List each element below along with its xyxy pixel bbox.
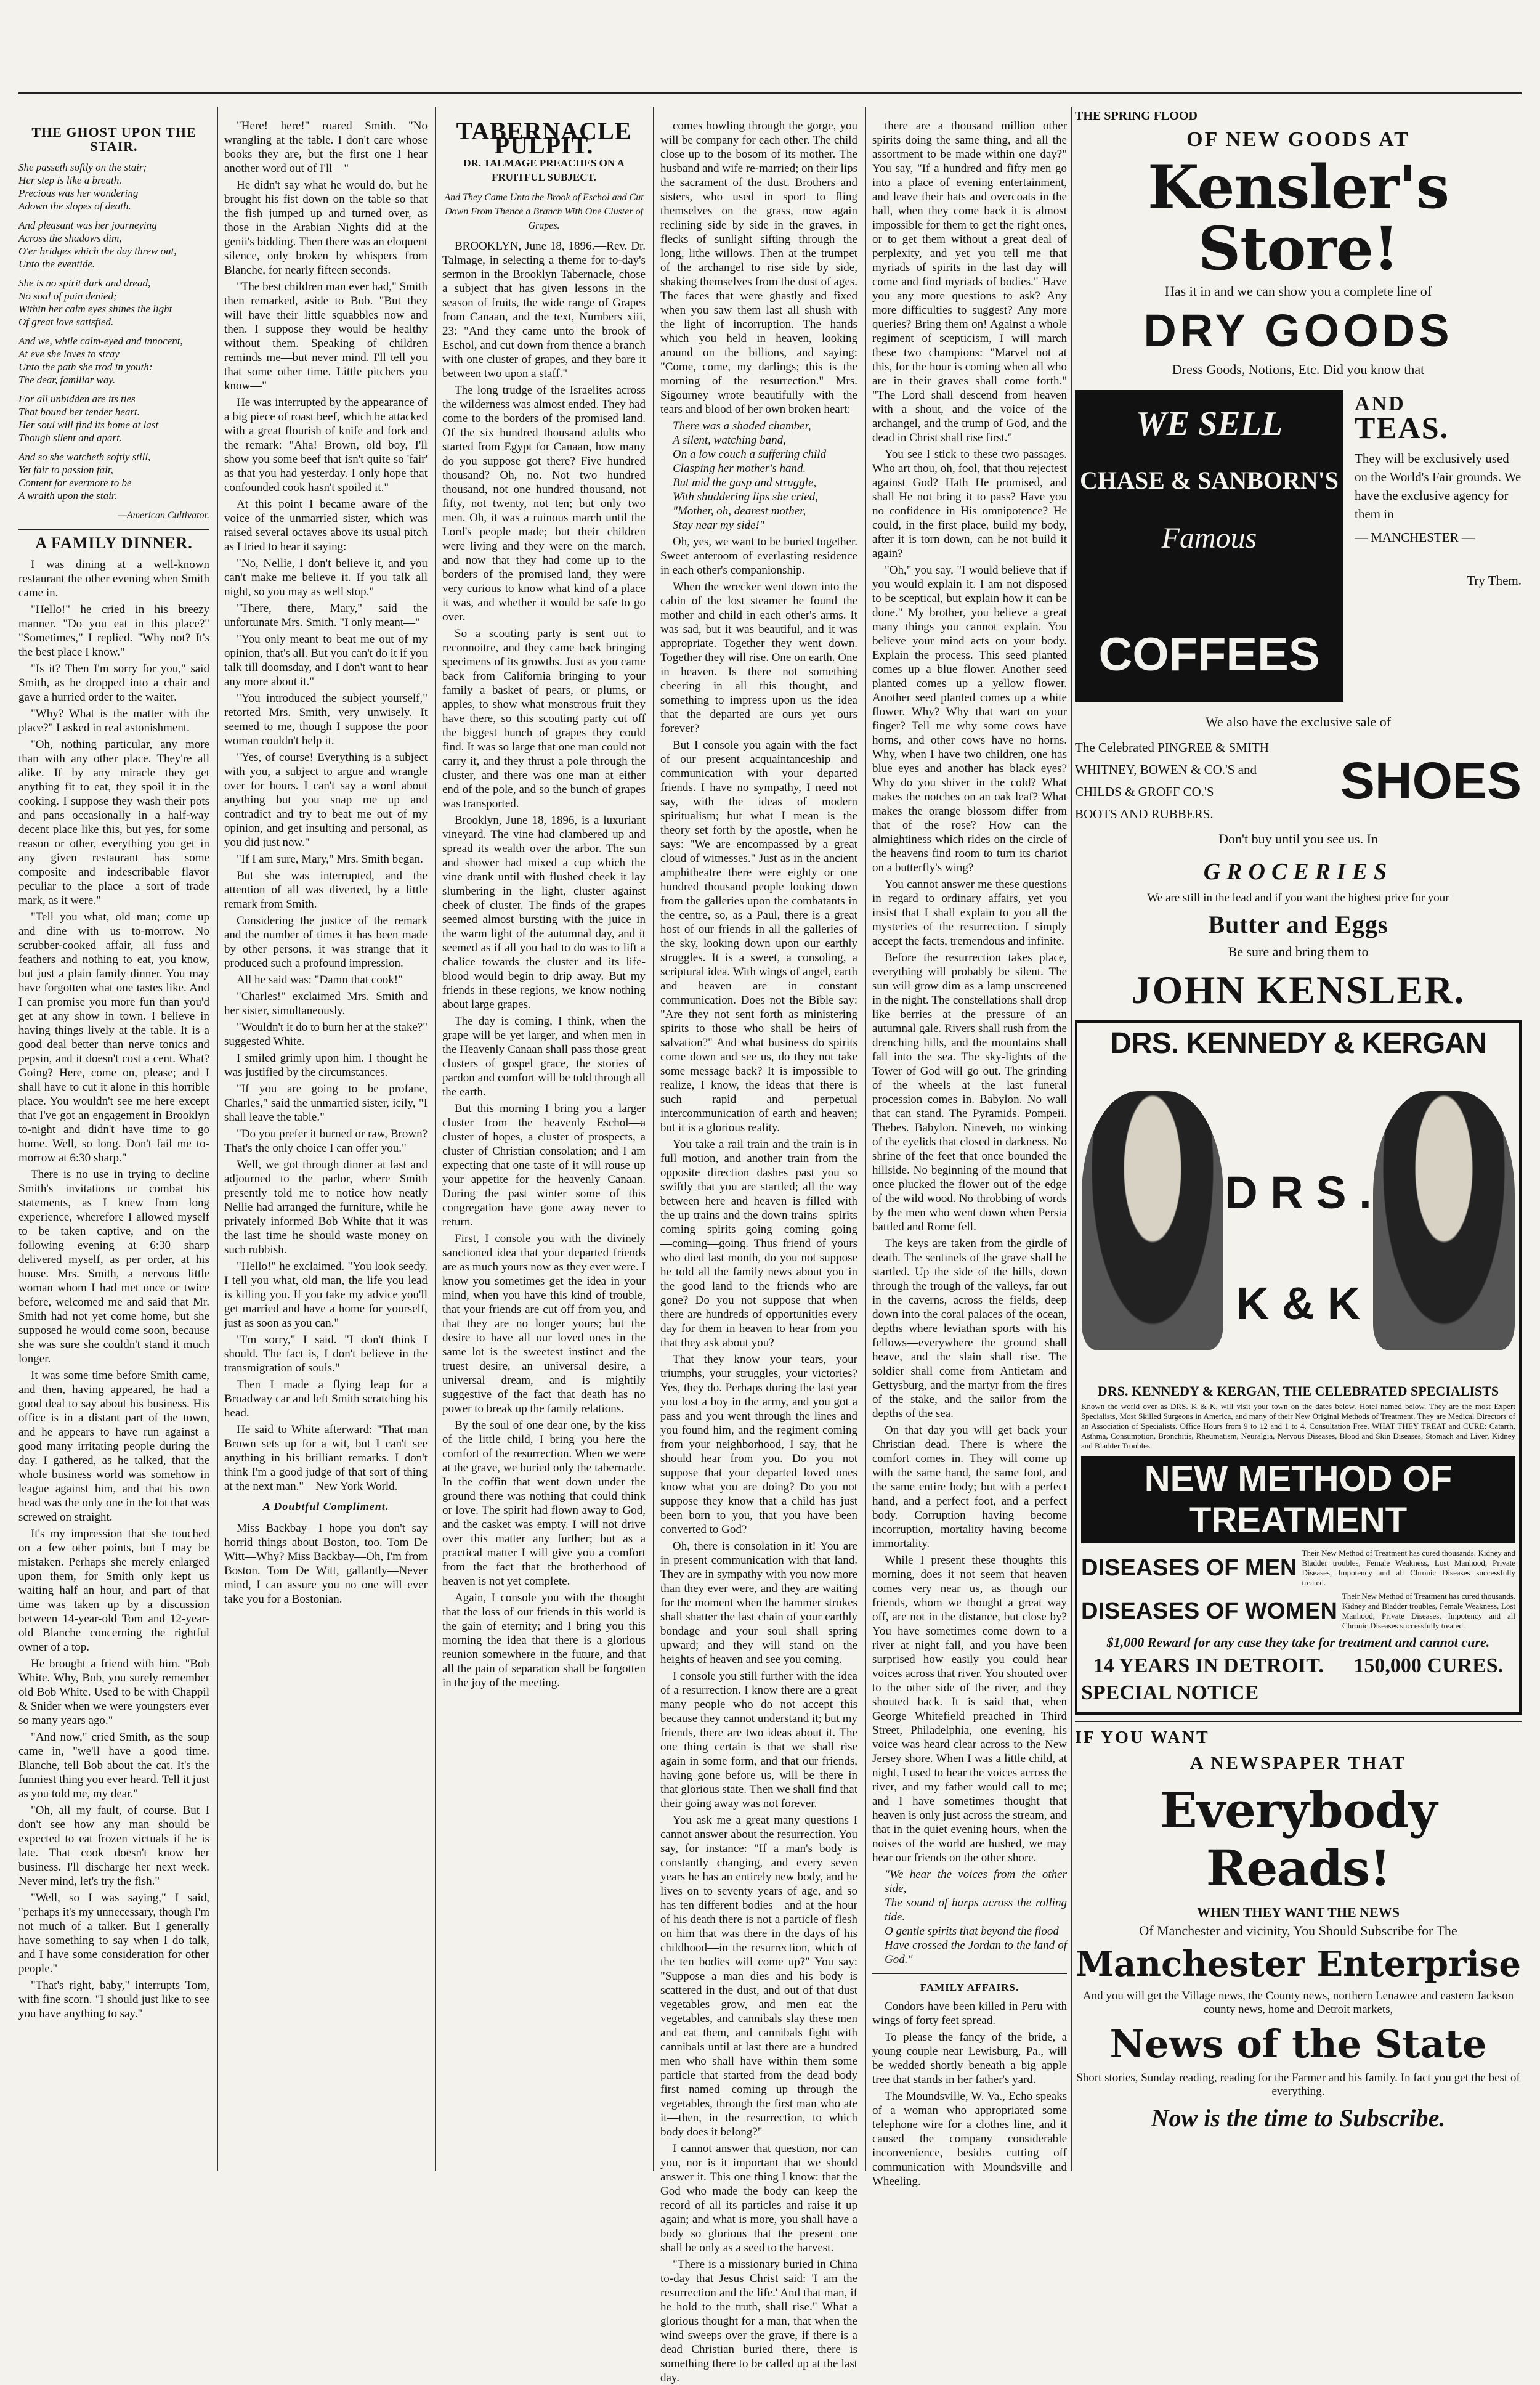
paragraph: All he said was: "Damn that cook!": [237, 973, 403, 986]
column-2: [224, 119, 428, 2171]
paragraph: You cannot answer me these questions in regard to ordinary affairs, yet you insist that I shall explain to you all the mysteries of the resurrection. I simply accept the facts, tremendous and infinite.: [872, 878, 1067, 948]
ad-dry-goods: DRY GOODS: [1143, 305, 1453, 356]
paragraph: Oh, there is consolation in it! You are in present communication with that land. They are in sympathy with you now more than they ever were, and they are waiting for the moment when the hammer strokes shall shatter the last chain of your earthly bondage and your soul shall spring upward; and they will stand on the heights of heaven and see you coming.: [660, 1540, 857, 1666]
reward-line: $1,000 Reward for any case they take for treatment and cannot cure.: [1106, 1635, 1490, 1650]
poem-stanza: And pleasant was her journeying Across the shadows dim, O'er bridges which the day threw out, Unto the eventide.: [18, 219, 177, 270]
story-body: [18, 558, 209, 2021]
drs-vertical: D R S .: [1225, 1167, 1372, 1218]
poem-title: THE GHOST UPON THE STAIR.: [31, 124, 197, 154]
paragraph: He didn't say what he would do, but he brought his fist down on the table so that the fish jumped up and turned over, as those in the Arabian Nights did at the genii's bidding. Then there was an eloquent silence, only broken by whispers from Blanche, for nearly fifteen seconds.: [224, 179, 428, 277]
shoe-brand: CHILDS & GROFF CO.'S: [1075, 784, 1214, 799]
paragraph: "Wouldn't it do to burn her at the stake?" suggested White.: [224, 1021, 428, 1048]
shoe-brand: The Celebrated PINGREE & SMITH: [1075, 740, 1269, 755]
famous-label: Famous: [1161, 522, 1257, 555]
paragraph: "Oh, nothing particular, any more than with any other place. They're all alike. If by any miracle they get anything fit to eat, they spoil it in the cooking. I suppose they wash their pots and pans occasionally in a half-way decent place like this, but yes, for some reason or other, everything you get in any given restaurant has some composite and indescribable flavor peculiar to the place—a sort of trade mark, as it were.": [18, 738, 209, 907]
column-rule: [865, 107, 866, 2171]
paragraph: "Do you prefer it burned or raw, Brown? That's the only choice I can offer you.": [224, 1127, 428, 1155]
paragraph: He said to White afterward: "That man Brown sets up for a wit, but I can't see anything in his brilliant remarks. I don't think I'm a good judge of that sort of thing at the next man."—New York World.: [224, 1423, 428, 1493]
advertisements-column: [1075, 107, 1522, 2171]
divider: [18, 529, 209, 530]
paragraph: He was interrupted by the appearance of a big piece of roast beef, which he attacked with a great flourish of knife and fork and the remark: "Aha! Brown, old boy, I'll show you some beef that isn't quite so 'fair' as that you had yesterday. I only hope that confounded cook hasn't spoiled it.": [224, 396, 428, 494]
paragraph: You take a rail train and the train is in full motion, and another train from the opposite direction dashes past you so swiftly that you are startled; all the way between here and heaven is filled with the up trains and the down trains—spirits coming—spirits going—coming—going—coming—going. Thus friend of yours who died last month, do you not suppose he told all the family news about you in the good land to the friends who are gone? Do you not suppose that when there are hundreds of opportunities every day for them in heaven to hear from you that they ask about you?: [660, 1138, 857, 1349]
paragraph: BROOKLYN, June 18, 1896.—Rev. Dr. Talmage, in selecting a theme for to-day's sermon in the Brooklyn Tabernacle, chose a subject that has given lessons in the season of fruits, the wide range of Grapes from Canaan, and the text, Numbers xiii, 23: "And they came unto the brook of Eschol, and cut down from thence a branch with one cluster of grapes, and they bare it between two upon a staff.": [442, 240, 646, 380]
diseases-text: Their New Method of Treatment has cured thousands. Kidney and Bladder troubles, Female Weakness, Lost Manhood, Private Diseases, Impotency and all Chronic Diseases successfully treated.: [1302, 1548, 1515, 1587]
paragraph: Again, I console you with the thought that the loss of our friends in this world is the gain of eternity; and I bring you this morning the idea that there is a glorious reunion somewhere in the future, and that all the pain of separation shall be forgotten in the joy of the meeting.: [442, 1591, 646, 1689]
paragraph: "The best children man ever had," Smith then remarked, aside to Bob. "But they will have their little squabbles now and then. I suppose they would be healthy without them. Speaking of children reminds me—but never mind. I'll tell you that some other time. Little pitchers you know—": [224, 280, 428, 392]
cures-label: 150,000 CURES.: [1353, 1654, 1504, 1677]
paragraph: The day is coming, I think, when the grape will be yet larger, and when men in the Heavenly Canaan shall pass those great clusters of gospel grace, the stories of pardon and comfort will be told through all the earth.: [442, 1015, 646, 1099]
try-them-label: Try Them.: [1467, 573, 1522, 588]
newspaper-that: A NEWSPAPER THAT: [1189, 1753, 1407, 1773]
paragraph: "Yes, of course! Everything is a subject with you, a subject to argue and wrangle over for hours. I can't say a word about anything but you snap me up and contradict and try to beat me out of my opinion, and get insulting and personal, as you did just now.": [224, 751, 428, 849]
teas-label: TEAS.: [1355, 410, 1449, 445]
paragraph: He brought a friend with him. "Bob White. Why, Bob, you surely remember old Bob White. Used to be with Chappil & Snider when we were youngsters ever so many years ago.": [18, 1657, 209, 1727]
poem-attribution: —American Cultivator.: [118, 510, 209, 521]
paragraph: "You only meant to beat me out of my opinion, that's all. But you can't do it if you talk till doomsday, and I don't want to hear any more about it.": [224, 633, 428, 688]
diseases-men-row: [1081, 1548, 1515, 1588]
paragraph: I was dining at a well-known restaurant the other evening when Smith came in.: [18, 558, 209, 599]
paragraph: Then I made a flying leap for a Broadway car and left Smith scratching his head.: [224, 1378, 428, 1420]
highest-price: We are still in the lead and if you want the highest price for your: [1147, 892, 1449, 904]
doctors-title: DRS. KENNEDY & KERGAN: [1110, 1027, 1486, 1060]
note-body: Miss Backbay—I hope you don't say horrid things about Boston, too. Tom De Witt—Why? Miss Backbay—Oh, I'm from Boston. Tom De Witt, gallantly—Never mind, I can assure you no one will ever take you for a Bostonian.: [224, 1522, 428, 1606]
subscribe-line: Of Manchester and vicinity, You Should Subscribe for The: [1139, 1923, 1457, 1938]
paragraph: "Why? What is the matter with the place?" I asked in real astonishment.: [18, 707, 209, 734]
paragraph: You ask me a great many questions I cannot answer about the resurrection. You say, for instance: "If a man's body is constantly changing, and every seven years he has an entirely new body, and he lives on to seventy years of age, and so has ten different bodies—and at the hour of his death there is not a particle of flesh on him that was there in the days of his childhood—in the resurrection, which of the ten bodies will come up?" You say: "Suppose a man dies and his body is scattered in the dust, and out of that dust vegetables grow, and men eat the vegetables, and cannibals slay these men and eat them, and cannibals fight with cannibals until at last there are a hundred men who shall have within them some particle that started from the dead body first named—coming up through the vegetables, through the first man who ate it—then, in the resurrection, to which body does it belong?": [660, 1814, 857, 2139]
portraits: [1081, 1060, 1515, 1381]
paragraph: You see I stick to these two passages. Who art thou, oh, fool, that thou rejectest against God? Hath He promised, and shall He not bring it to pass? Have you no confidence in His omnipotence? He could, in the first place, build my body, after it is torn down, can he not build it again?: [872, 448, 1067, 560]
paragraph: "There is a missionary buried in China to-day that Jesus Christ said: 'I am the resurrection and the life.' And that man, if he hold to the truth, shall rise." What a glorious thought for a man, that when the wind sweeps over the grave, if there is a dead Christian buried there, there is something there to be called up at the last day.: [660, 2258, 857, 2384]
paragraph: It's my impression that she touched on a few other points, but I may be mistaken. Perhaps she merely enlarged upon them, for Smith only kept us waiting half an hour, and part of that time was taken up by a discussion between 14-year-old Tom and 12-year-old Blanche concerning the rightful owner of a top.: [18, 1527, 209, 1654]
divider: [1075, 1721, 1522, 1722]
paragraph: Oh, yes, we want to be buried together. Sweet anteroom of everlasting residence in each other's companionship.: [660, 535, 857, 577]
new-method-banner: NEW METHOD OF TREATMENT: [1081, 1456, 1515, 1543]
coffee-illustration: [1075, 390, 1343, 702]
paragraph: When the wrecker went down into the cabin of the lost steamer he found the mother and child in each other's arms. It was sad, but it was beautiful, and it was appropriate. Together they went down. Together they will rise. One on earth. One in heaven. Is there not something cheering in all this thought, and something to impress upon us the idea that the departed are ours yet—ours forever?: [660, 580, 857, 735]
brand-label: CHASE & SANBORN'S: [1079, 466, 1339, 494]
paragraph: there are a thousand million other spirits doing the same thing, and all the assortment to be made within one day?" You say, "If a hundred and fifty men go into a place of evening entertainment, and leave their hats and overcoats in the hall, when they come back it is almost impossible for them to get the right ones, or to get them without a great deal of perplexity, and yet you tell me that myriads of spirits in the last day will come and find myriads of bodies." Have you any more questions to ask? Any more difficulties to suggest? Any more queries? Bring them on! Against a whole regiment of scepticism, I will march these two champions: "Marvel not at this, for the hour is coming when all who are in their graves shall come forth." "The Lord shall descend from heaven with a shout, and the voice of the archangel, and the trump of God, and the dead in Christ shall rise first.": [872, 120, 1067, 444]
coffees-label: COFFEES: [1098, 628, 1320, 681]
teas-ad: [1355, 390, 1522, 590]
paragraph: Well, we got through dinner at last and adjourned to the parlor, where Smith presently told me to notice how neatly Nellie had arranged the furniture, while he privately informed Bob White that it was the last time he should waste money on such rubbish.: [224, 1158, 428, 1256]
paragraph: It was some time before Smith came, and then, having appeared, he had a good deal to say about his business. His office is in a distant part of the town, and he appears to have run against a good many irritating people during the day. I gathered, as he talked, that the whole business world was somehow in league against him, and that his own head was the only one in the lot that was screwed on straight.: [18, 1369, 209, 1524]
paragraph: Brooklyn, June 18, 1896, is a luxuriant vineyard. The vine had clambered up and spread its wealth over the arbor. The sun and shower had mixed a cup which the vine drank until with flushed cheek it lay slumbering in the light, cluster against cheek of cluster. The finds of the grapes seemed almost bursting with the juice in the warm light of the autumnal day, and it seemed as if all you had to do was to lift a chalice towards the cluster and its life-blood would begin to drip away. But my friends in these regions, we know nothing about large grapes.: [442, 814, 646, 1011]
paragraph: On that day you will get back your Christian dead. There is where the comfort comes in. They will come up with the same hand, the same foot, and the same entire body; but with a perfect hand, and a perfect foot, and a perfect body. Corruption having become incorruption, mortality having become immortality.: [872, 1424, 1067, 1550]
paragraph: I smiled grimly upon him. I thought he was justified by the circumstances.: [224, 1052, 428, 1079]
paragraph: "Charles!" exclaimed Mrs. Smith and her sister, simultaneously.: [224, 990, 428, 1017]
shoes-label: SHOES: [1340, 751, 1522, 810]
paragraph: "If I am sure, Mary," Mrs. Smith began.: [237, 853, 423, 866]
paragraph: comes howling through the gorge, you will be company for each other. The child close up to the bosom of its mother. The husband and wife re-married; on their lips the sacrament of the dust. Brothers and sisters, who used in sport to fling themselves on the grass, now again reclining side by side in the graves, in flecks of sunlight sifting through the long, lithe willows. Then at the trumpet of the archangel to rise side by side, shaking themselves from the dust of ages. The faces that were ghastly and fixed when you saw them last all shush with the light of incorruption. The hands which you held in heaven, looking around on the billions, and saying: "Come, come, my darlings; this is the morning of the resurrection." Mrs. Sigourney wrote beautifully with the tears and blood of her own broken heart:: [660, 120, 857, 416]
ad-dress-goods: Dress Goods, Notions, Etc. Did you know that: [1172, 362, 1425, 377]
diseases-women: DISEASES OF WOMEN: [1081, 1598, 1337, 1624]
paragraph: "If you are going to be profane, Charles," said the unmarried sister, icily, "I shall leave the table.": [224, 1083, 428, 1124]
special-notice: SPECIAL NOTICE: [1081, 1681, 1259, 1704]
poem-stanza: And so she watcheth softly still, Yet fair to passion fair, Content for evermore to be A wraith upon the stair.: [18, 451, 151, 502]
everybody-reads: Everybody Reads!: [1159, 1781, 1437, 1897]
john-kensler: JOHN KENSLER.: [1131, 968, 1465, 1012]
paragraph: "No, Nellie, I don't believe it, and you can't make me believe it. If you talk all night, so you may as well stop.": [224, 557, 428, 598]
we-sell-label: WE SELL: [1135, 405, 1283, 443]
paragraph: First, I console you with the divinely sanctioned idea that your departed friends are as much yours now as they ever were. I know you sometimes get the idea in your mind, when you have this kind of trouble, that your friends are cut off from you, and that they are no longer yours; but the desire to have all our loved ones in the same lot is the sweetest instinct and the truest desire, an universal desire, a universal dream, and is mightily suggestive of the fact that death has no power to break up the family relations.: [442, 1232, 646, 1415]
years-label: 14 YEARS IN DETROIT.: [1093, 1654, 1324, 1677]
ad-spring-flood: THE SPRING FLOOD: [1075, 109, 1198, 123]
paragraph: But she was interrupted, and the attention of all was diverted, by a little remark from Smith.: [224, 869, 428, 911]
doctors-text: Known the world over as DRS. K & K, will visit your town on the dates below. Hotel named below. They are the most Expert Specialists, Most Skilled Surgeons in America, and many of their New Original Methods of Treatment. They are Medical Directors of an Association of Specialists. Office Hours from 9 to 12 and 1 to 4. Consultation Free. WHAT THEY TREAT and CURE: Catarrh, Asthma, Consumption, Bronchitis, Rheumatism, Neuralgia, Nervous Diseases, Blood and Skin Diseases, Stomach and Liver, Kidney and Bladder Troubles.: [1081, 1402, 1515, 1450]
bring-them: Be sure and bring them to: [1228, 944, 1369, 959]
shoe-brands: [1075, 736, 1269, 825]
shoes-ad: [1075, 736, 1522, 825]
manchester-enterprise: Manchester Enterprise: [1076, 1944, 1521, 1985]
portrait-image: [1082, 1091, 1223, 1350]
when-they-want: WHEN THEY WANT THE NEWS: [1197, 1904, 1400, 1920]
paragraph: Before the resurrection takes place, everything will probably be silent. The sun will grow dim as a lamp unscreened in the night. The constellations shall drop like berries at the pressure of an autumnal gale. Rivers shall rush from the drenching hills, and the mountains shall fall into the sea. The sky-lights of the Tower of God will go out. The grinding of the wheels at the last funeral procession comes in. Babylon. No wall that can stand. The Pyramids. Pompeii. Thebes. Babylon. Nineveh, no winking of the eyelids that closed in darkness. No shrine of the feet that once bounded the hillside. No beginning of the mound that once plucked the flower out of the edge of the wild wood. No throbbing of words by the men who went down when Persia battled and Rome fell.: [872, 951, 1067, 1233]
shoe-brand: WHITNEY, BOWEN & CO.'S and: [1075, 762, 1257, 777]
if-you-want: IF YOU WANT: [1075, 1728, 1210, 1747]
paragraph: There is no use in trying to decline Smith's invitations or combat his statements, as I knew from long experience, wherefore I allowed myself to be taken captive, and on the following evening at 6:30 sharp delivered myself, as per order, at his house. Mrs. Smith, a nervous little woman whom I had met once or twice before, welcomed me and said that Mr. Smith had not yet come home, but she supposed he would come soon, because she was sure she couldn't stand it much longer.: [18, 1168, 209, 1365]
column-rule: [217, 107, 218, 2171]
poem-stanza: For all unbidden are its ties That bound her tender heart. Her soul will find its home at last Though silent and apart.: [18, 393, 159, 444]
detroit-line: [1081, 1654, 1515, 1678]
paragraph: "That's right, baby," interrupts Tom, with fine scorn. "I should just like to see you have anything to say.": [18, 1979, 209, 2020]
poem-stanza: She passeth softly on the stair; Her step is like a breath. Precious was her wondering Adown the slopes of death.: [18, 161, 147, 212]
paragraph: The keys are taken from the girdle of death. The sentinels of the grave shall be startled. Up the side of the hills, down through the trough of the valleys, far out in the caverns, across the fields, deep down into the coral palaces of the ocean, depths where leviathan sports with his fellows—everywhere the ground shall heave, and the slain shall rise. The soldier shall come from Antietam and Gettysburg, and the martyr from the fires of the stake, and the sailor from the depths of the sea.: [872, 1237, 1067, 1420]
paragraph: Considering the justice of the remark and the number of times it has been made by other persons, it was strange that it produced such a profound impression.: [224, 914, 428, 970]
paragraph: The Moundsville, W. Va., Echo speaks of a woman who appropriated some telephone wire for a clothes line, and it caused the company considerable inconvenience, besides cutting off communication with Moundsville and Wheeling.: [872, 2090, 1067, 2188]
paragraph: But this morning I bring you a larger cluster from the heavenly Eschol—a cluster of hopes, a cluster of prospects, a cluster of Christian consolation; and I am expecting that one taste of it will rouse up your appetite for the heavenly Canaan. During the past winter some of this congregation have gone away never to return.: [442, 1102, 646, 1229]
diseases-men: DISEASES OF MEN: [1081, 1554, 1297, 1581]
paragraph: "Is it? Then I'm sorry for you," said Smith, as he dropped into a chair and gave a hurried order to the waiter.: [18, 662, 209, 704]
poem-stanza: She is no spirit dark and dread, No soul of pain denied; Within her calm eyes shines the light Of great love satisfied.: [18, 277, 172, 328]
also-sale: We also have the exclusive sale of: [1205, 714, 1392, 729]
paragraph: "Tell you what, old man; come up and dine with us to-morrow. No scrubber-cooked affair, all fuss and feathers and nothing to eat, you know, but just a plain family dinner. You may have forgotten what one tastes like. And I can promise you more fun than you'd get at any show in town. I believe in having things lively at the table. It is a good deal better than nerve tonics and pepsin, and it doesn't cost a cent. What? Going? Here, come on, please; and I shall have to cut it alone in this horrible place. You wouldn't see me here except that I've got an engagement in Brooklyn to-night and didn't have time to go home. Well, so long. Don't fail me to-morrow at 6:30 sharp.": [18, 911, 209, 1164]
paragraph: "Hello!" he exclaimed. "You look seedy. I tell you what, old man, the life you lead is killing you. If you take my advice you'll get married and have a home for yourself, just as soon as you can.": [224, 1260, 428, 1330]
subscribe-now: Now is the time to Subscribe.: [1151, 2104, 1446, 2132]
paragraph: While I present these thoughts this morning, does it not seem that heaven comes very near us, as though our friends, whom we thought a great way off, are not in the distance, but close by? You have sometimes come down to a river at night fall, and you have been surprised how easily you could hear voices across that river. You shouted over to the other side of the river, and they shouted back. It is said that, when George Whitefield preached in Third Street, Philadelphia, one evening, his voice was heard clear across to the New Jersey shore. When I was a little child, at night, I used to hear the voices across the river, and my father would call to me; and I have sometimes thought that heaven is only just across the stream, and that in the quiet evening hours, when the noises of the world are hushed, we may hear our friends on the other shore.: [872, 1554, 1067, 1864]
sermon-title: TABERNACLE PULPIT.: [456, 117, 632, 159]
paragraph: The long trudge of the Israelites across the wilderness was almost ended. They had come to the borders of the promised land. Of the six hundred thousand adults who started from Egypt for Canaan, how many do you suppose got there? Five hundred thousand? Oh, no. Not two hundred thousand, not one hundred thousand, not fifty, not twenty, not ten; but only two men. Oh, it was a ruinous march until the Lord's people made; but their children were living and they were on the march, and now that they had come up to the borders of the promised land, they were very curious to know what kind of a place it was, and whether it would be safe to go over.: [442, 384, 646, 624]
column-rule: [435, 107, 436, 2171]
poem-excerpt: There was a shaded chamber, A silent, watching band, On a low couch a suffering child Clasping her mother's hand. But mid the gasp and struggle, With shuddering lips she cried, "Mother, oh, dearest mother, Stay near my side!": [673, 420, 827, 532]
paragraph: At this point I became aware of the voice of the unmarried sister, which was raised several octaves above its usual pitch as I tried to hear it saying:: [224, 498, 428, 553]
diseases-text: Their New Method of Treatment has cured thousands. Kidney and Bladder troubles, Female Weakness, Lost Manhood, Private Diseases, Impotency and all Chronic Diseases successfully treated.: [1342, 1591, 1515, 1630]
dont-buy: Don't buy until you see us. In: [1218, 831, 1378, 847]
column-1: [18, 119, 209, 2171]
kk-vertical: K & K: [1236, 1278, 1361, 1329]
paragraph: I cannot answer that question, nor can you, nor is it important that we should answer it. This one thing I know: that the God who made the body can keep the record of all its particles and raise it up again; and what is more, you shall have a body so glorious that the present one shall be only as a seed to the harvest.: [660, 2142, 857, 2254]
ad-has-it: Has it in and we can show you a complete line of: [1164, 283, 1432, 299]
paragraph: By the soul of one dear one, by the kiss of the little child, I bring you here the comfort of the resurrection. When we were at the grave, we buried only the tabernacle. In the coffin that went down under the ground there was nothing that could think or love. The spirit had flown away to God, and the casket was empty. I will not drive over this matter any further; but as a practical matter I will give you a comfort from the fact that the brotherhood of heaven is not yet complete.: [442, 1419, 646, 1588]
paragraph: "I'm sorry," I said. "I don't think I should. The fact is, I don't believe in the transmigration of souls.": [224, 1333, 428, 1375]
column-5: [872, 119, 1067, 2188]
sermon-subtitle: DR. TALMAGE PREACHES ON A FRUITFUL SUBJECT.: [463, 157, 625, 183]
manchester-label: — MANCHESTER —: [1355, 530, 1475, 545]
paragraph: "There, there, Mary," said the unfortunate Mrs. Smith. "I only meant—": [224, 602, 428, 629]
note-title: A Doubtful Compliment.: [262, 1500, 389, 1513]
column-3-sermon: [442, 119, 646, 2171]
paragraph: "Oh, all my fault, of course. But I don't see how any man should be expected to eat frozen victuals if he is late. That cook doesn't know her business. I'll discharge her next week. Never mind, let's try the fish.": [18, 1804, 209, 1888]
divider: [872, 1973, 1067, 1974]
paragraph: But I console you again with the fact of our present acquaintanceship and communication with your departed friends. I have no sympathy, I need not say, with the ideas of modern spiritualism; but what I mean is the theory set forth by the apostle, when he says: "We are encompassed by a great cloud of witnesses." Just as in the ancient amphitheatre there were eighty or one hundred thousand people looking down from the galleries upon the combatants in the centre, so, as a Paul, there is a great host of our friends in all the galleries of the sky, looking down upon our earthly struggles. It is a sweet, a consoling, a scriptural idea. With wings of angel, earth and heaven are in constant communication. Does not the Bible say: "Are they not sent forth as ministering spirits to those who shall be heirs of salvation?" And what business do spirits come down and see us, do they not take some message back? It is impossible to realize, I know, the ideas that there is such rapid and perpetual intercommunication of earth and heaven; but it is a glorious reality.: [660, 739, 857, 1134]
family-affairs-title: FAMILY AFFAIRS.: [920, 1981, 1019, 1993]
portrait-image: [1373, 1091, 1515, 1350]
paragraph: Condors have been killed in Peru with wings of forty feet spread.: [872, 2000, 1067, 2027]
sermon-deck: And They Came Unto the Brook of Eschol and Cut Down From Thence a Branch With One Cluster of Grapes.: [444, 192, 644, 231]
teas-note: They will be exclusively used on the World's Fair grounds. We have the exclusive agency for them in: [1355, 451, 1522, 521]
news-of-state: News of the State: [1109, 2021, 1487, 2066]
poem-stanza: And we, while calm-eyed and innocent, At eve she loves to stray Unto the path she trod in youth: The dear, familiar way.: [18, 335, 183, 386]
shoe-brand: BOOTS AND RUBBERS.: [1075, 807, 1214, 821]
column-rule: [1071, 107, 1072, 2171]
doctors-subtitle: DRS. KENNEDY & KERGAN, THE CELEBRATED SPECIALISTS: [1097, 1383, 1499, 1399]
paragraph: "Oh," you say, "I would believe that if you would explain it. I am not disposed to be sceptical, but explain how it can be done." My brother, you believe a great many things you cannot explain. You believe your mind acts on your body. Explain the process. This seed planted comes up a blue flower. Another seed planted comes up a yellow flower. Another seed planted comes up a white flower. Why? Why that wart on your finger? Tell me why some cows have horns, and other cows have no horns. Why, when I have two children, one has blue eyes and another has black eyes? Why do you shiver in the cold? What makes the notches on an oak leaf? What makes the orange blossom differ from that of the rose? How can the almightiness which rides on the circle of the heavens find room to turn its chariot on a butterfly's wing?: [872, 564, 1067, 874]
paragraph: That they know your tears, your triumphs, your struggles, your victories? Yes, they do. Perhaps during the last year you lost a boy in the army, and you got a pass and you went through the lines and you found him, and the regiment coming from your neighborhood, I say, that he should hear from you. Do you not suppose that your departed loved ones know what you are doing? Do you not suppose they know that a child has just been born to you, that you have been converted to God?: [660, 1353, 857, 1536]
village-news: And you will get the Village news, the County news, northern Lenawee and eastern Jackson county news, home and Detroit markets,: [1082, 1989, 1514, 2016]
paragraph: "And now," cried Smith, as the soup came in, "we'll have a good time. Blanche, tell Bob about the cat. It's the funniest thing you ever heard. Tell it just as you told me, my dear.": [18, 1731, 209, 1800]
groceries-label: GROCERIES: [1203, 859, 1393, 885]
paragraph: "Here! here!" roared Smith. "No wrangling at the table. I don't care whose books they are, but the first one I hear another word out of I'll—": [224, 120, 428, 175]
paragraph: "Hello!" he cried in his breezy manner. "Do you eat in this place?" "Sometimes," I replied. "Why not? It's the best place I know.": [18, 603, 209, 659]
newspaper-page: [18, 92, 1522, 2384]
ad-new-goods: OF NEW GOODS AT: [1186, 128, 1410, 151]
doctors-ad: [1075, 1020, 1522, 1715]
paragraph: To please the fancy of the bride, a young couple near Lewisburg, Pa., will be wedded shortly beneath a big apple tree that stands in her father's yard.: [872, 2031, 1067, 2086]
diseases-women-row: [1081, 1591, 1515, 1631]
story-title: A FAMILY DINNER.: [35, 534, 193, 552]
and-label: AND: [1355, 392, 1406, 415]
column-4: [660, 119, 857, 2384]
paragraph: So a scouting party is sent out to reconnoitre, and they came back bringing specimens of its growths. Just as you came back from California bringing to your family a basket of pears, or plums, or apples, to show what monstrous fruit they have there, so this scouting party cut off the biggest bunch of grapes they could find. It was so large that one man could not carry it, and they thrust a pole through the cluster, and there was one man at either end of the pole, and so the bunch of grapes was transported.: [442, 627, 646, 810]
column-rule: [653, 107, 654, 2171]
poem-excerpt: "We hear the voices from the other side, The sound of harps across the rolling tide. O gentle spirits that beyond the flood Have crossed the Jordan to the land of God.": [885, 1868, 1067, 1966]
paragraph: "Well, so I was saying," I said, "perhaps it's my unnecessary, though I'm not much of a talker. But I generally have something to say when I do talk, and I have some consideration for other people.": [18, 1891, 209, 1975]
paragraph: "You introduced the subject yourself," retorted Mrs. Smith, very unwisely. It seemed to me, though I suppose the poor woman couldn't help it.: [224, 692, 428, 747]
butter-eggs: Butter and Eggs: [1208, 911, 1388, 938]
short-stories: Short stories, Sunday reading, reading for the Farmer and his family. In fact you get the best of everything.: [1076, 2071, 1520, 2098]
coffee-ad: [1075, 390, 1522, 702]
ad-store-name: Kensler's Store!: [1148, 152, 1449, 283]
paragraph: I console you still further with the idea of a resurrection. I know there are a great many people who do not accept this because they cannot understand it; but my friends, there are two ideas about it. The one thing certain is that we shall rise again in some form, and that our friends, having gone before us, will be there in that glorious state. Then we shall find that their going away was not forever.: [660, 1670, 857, 1810]
poem: [18, 161, 209, 502]
drs-letters: [1225, 1110, 1371, 1331]
